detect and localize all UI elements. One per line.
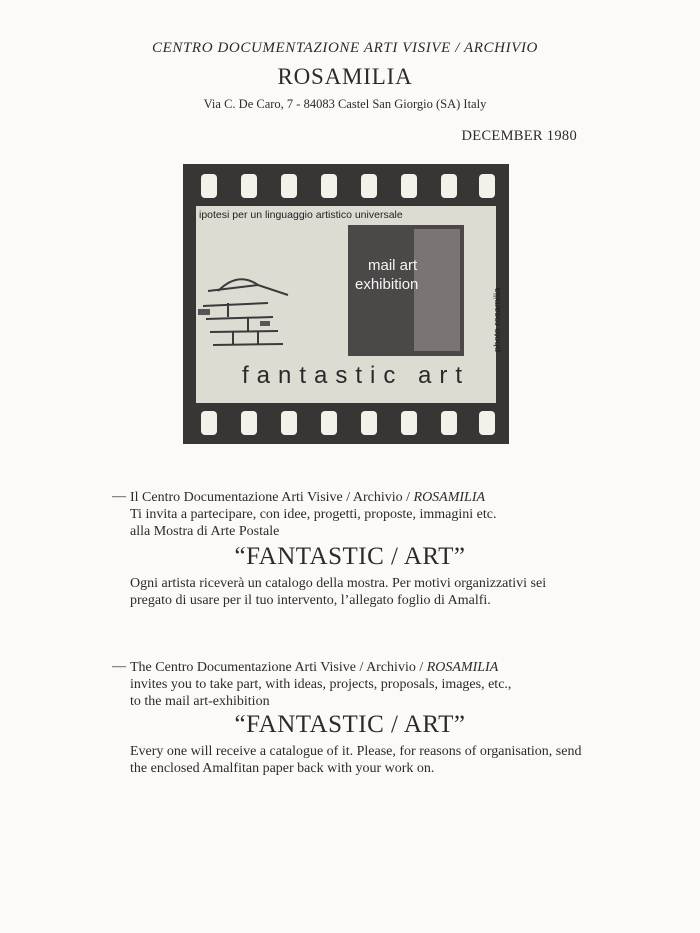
sprocket-hole bbox=[441, 411, 457, 435]
english-dash: — bbox=[112, 659, 126, 674]
sprocket-hole bbox=[321, 174, 337, 198]
italian-dash: — bbox=[112, 489, 126, 504]
sprocket-row-top bbox=[183, 174, 509, 200]
door-plank bbox=[414, 229, 460, 351]
mail-art-line2: exhibition bbox=[355, 276, 419, 293]
sprocket-hole bbox=[241, 411, 257, 435]
sprocket-hole bbox=[479, 174, 495, 198]
sprocket-hole bbox=[201, 411, 217, 435]
english-intro bbox=[130, 659, 590, 710]
italian-intro-text: Il Centro Documentazione Arti Visive / Archivio / bbox=[130, 490, 414, 505]
mail-art-label bbox=[355, 256, 419, 294]
sprocket-hole bbox=[401, 411, 417, 435]
italian-intro-line3: alla Mostra di Arte Postale bbox=[130, 524, 280, 539]
italian-intro-line2: Ti invita a partecipare, con idee, progetti, proposte, immagini etc. bbox=[130, 507, 497, 522]
frame-subtitle: ipotesi per un linguaggio artistico universale bbox=[199, 209, 403, 221]
brick-wall-drawing bbox=[198, 261, 308, 361]
sprocket-hole bbox=[281, 411, 297, 435]
film-frame bbox=[196, 206, 503, 403]
sprocket-hole bbox=[201, 174, 217, 198]
sprocket-hole bbox=[241, 174, 257, 198]
english-intro-line3: to the mail art-exhibition bbox=[130, 694, 270, 709]
fantastic-art-lettering: fantastic art bbox=[242, 362, 471, 389]
english-intro-line1 bbox=[130, 659, 590, 676]
italian-intro-name: ROSAMILIA bbox=[413, 490, 486, 505]
sprocket-hole bbox=[401, 174, 417, 198]
photo-credit: photo rosamilia bbox=[492, 287, 503, 352]
english-body: Every one will receive a catalogue of it. Please, for reasons of organisation, send the enclosed Amalfitan paper back with your work on. bbox=[130, 744, 582, 776]
english-exhibition-title: “FANTASTIC / ART” bbox=[234, 711, 466, 738]
italian-exhibition-title: “FANTASTIC / ART” bbox=[234, 543, 466, 570]
italian-intro-line1 bbox=[130, 489, 590, 506]
sprocket-hole bbox=[479, 411, 495, 435]
film-strip-image bbox=[183, 164, 509, 444]
sprocket-hole bbox=[321, 411, 337, 435]
header-title: ROSAMILIA bbox=[277, 64, 413, 89]
header-organisation: CENTRO DOCUMENTAZIONE ARTI VISIVE / ARCHIVIO bbox=[152, 40, 538, 56]
sprocket-row-bottom bbox=[183, 411, 509, 437]
italian-intro bbox=[130, 489, 590, 540]
english-intro-name: ROSAMILIA bbox=[426, 660, 499, 675]
sprocket-hole bbox=[361, 174, 377, 198]
mail-art-line1: mail art bbox=[368, 257, 418, 274]
english-intro-line2: invites you to take part, with ideas, projects, proposals, images, etc., bbox=[130, 677, 512, 692]
sprocket-hole bbox=[361, 411, 377, 435]
header-address: Via C. De Caro, 7 - 84083 Castel San Giorgio (SA) Italy bbox=[203, 97, 487, 111]
sprocket-hole bbox=[441, 174, 457, 198]
document-date: DECEMBER 1980 bbox=[461, 128, 577, 144]
sprocket-hole bbox=[281, 174, 297, 198]
italian-body: Ogni artista riceverà un catalogo della mostra. Per motivi organizzativi sei pregato di usare per il tuo intervento, l’allegato foglio di Amalfi. bbox=[130, 576, 547, 608]
english-intro-text: The Centro Documentazione Arti Visive / Archivio / bbox=[130, 660, 427, 675]
